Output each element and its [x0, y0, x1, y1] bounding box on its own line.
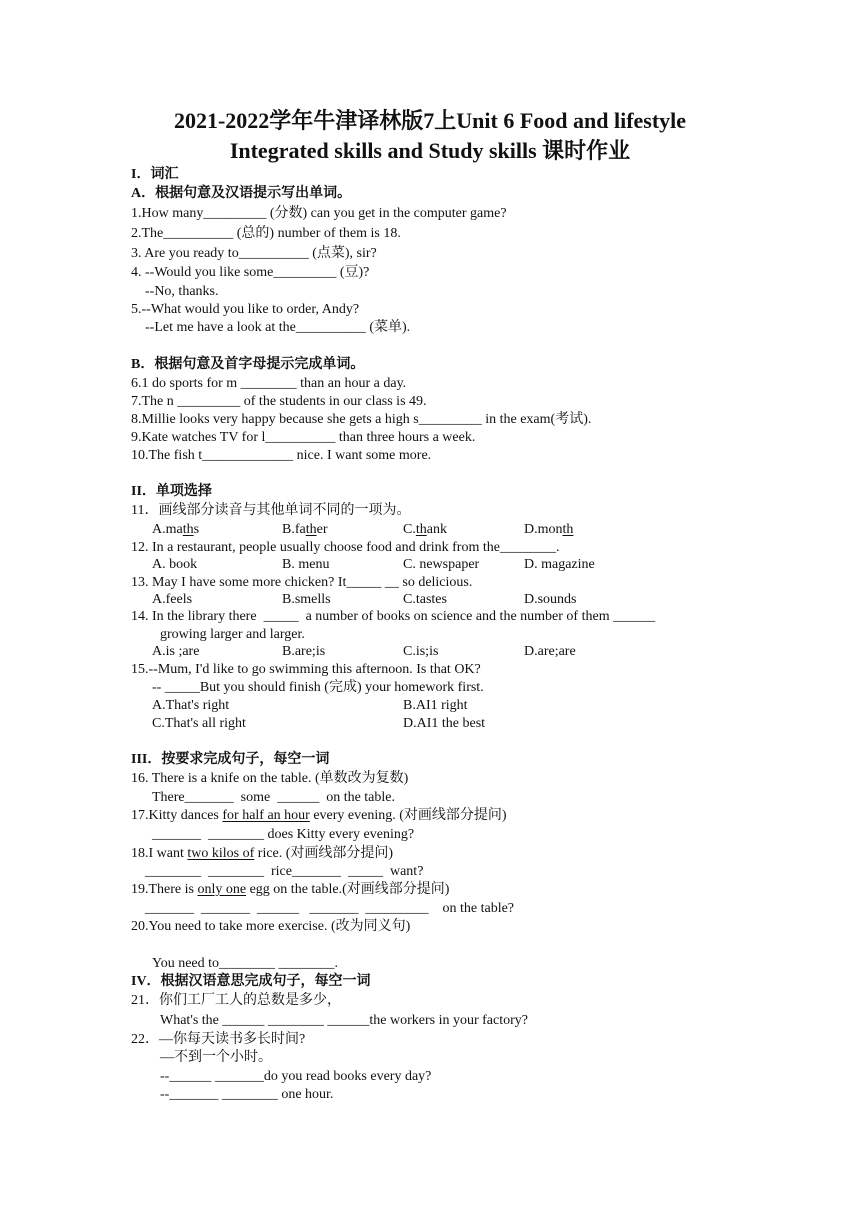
- q14-option-c: C.is;is: [403, 644, 439, 659]
- q11-option-c: C.thank: [403, 522, 447, 537]
- question-12: 12. In a restaurant, people usually choose food and drink from the________.: [131, 540, 560, 555]
- question-17-answer: _______ ________ does Kitty every evening?: [152, 827, 415, 842]
- question-5-reply: --Let me have a look at the__________ (菜单).: [145, 320, 411, 335]
- question-8: 8.Millie looks very happy because she gets a high s_________ in the exam(考试).: [131, 412, 592, 427]
- question-2: 2.The__________ (总的) number of them is 18.: [131, 226, 401, 241]
- q13-option-a: A.feels: [152, 592, 193, 607]
- question-4-reply: --No, thanks.: [145, 284, 219, 299]
- question-15-cont: -- _____But you should finish (完成) your homework first.: [152, 680, 484, 695]
- q14-option-b: B.are;is: [282, 644, 326, 659]
- q11-option-a: A.maths: [152, 522, 200, 537]
- question-16-answer: There_______ some ______ on the table.: [152, 790, 396, 805]
- section-4-heading: IV．根据汉语意思完成句子，每空一词: [131, 974, 371, 989]
- part-a-heading: A．根据句意及汉语提示写出单词。: [131, 186, 352, 201]
- question-17: 17.Kitty dances for half an hour every evening. (对画线部分提问): [131, 808, 507, 823]
- question-6: 6.1 do sports for m ________ than an hour a day.: [131, 376, 407, 391]
- question-14: 14. In the library there _____ a number of books on science and the number of them ______: [131, 609, 656, 624]
- section-1-heading: I．词汇: [131, 167, 179, 182]
- q14-option-a: A.is ;are: [152, 644, 200, 659]
- question-13: 13. May I have some more chicken? It_____ __ so delicious.: [131, 575, 473, 590]
- q13-option-c: C.tastes: [403, 592, 447, 607]
- question-20-answer: You need to________ ________.: [152, 956, 339, 971]
- q13-option-d: D.sounds: [524, 592, 577, 607]
- q11-option-b: B.father: [282, 522, 328, 537]
- question-7: 7.The n _________ of the students in our class is 49.: [131, 394, 427, 409]
- part-b-heading: B．根据句意及首字母提示完成单词。: [131, 357, 365, 372]
- question-5: 5.--What would you like to order, Andy?: [131, 302, 360, 317]
- question-19-answer: _______ _______ ______ _______ _________ on the table?: [145, 901, 515, 916]
- section-2-heading: II．单项选择: [131, 484, 212, 499]
- question-19: 19.There is only one egg on the table.(对画线部分提问): [131, 882, 450, 897]
- title-line-2: Integrated skills and Study skills 课时作业: [229, 138, 631, 163]
- q12-option-d: D. magazine: [524, 557, 595, 572]
- question-1: 1.How many_________ (分数) can you get in the computer game?: [131, 206, 507, 221]
- question-20: 20.You need to take more exercise. (改为同义句): [131, 919, 411, 934]
- q12-option-b: B. menu: [282, 557, 330, 572]
- question-15: 15.--Mum, I'd like to go swimming this afternoon. Is that OK?: [131, 662, 481, 677]
- question-22-line-4: --_______ ________ one hour.: [160, 1087, 334, 1102]
- question-22: 22．—你每天读书多长时间?: [131, 1032, 306, 1047]
- q15-option-b: B.AI1 right: [403, 698, 468, 713]
- q12-option-c: C. newspaper: [403, 557, 480, 572]
- question-4: 4. --Would you like some_________ (豆)?: [131, 265, 370, 280]
- q15-option-a: A.That's right: [152, 698, 230, 713]
- question-22-line-2: —不到一个小时。: [160, 1050, 272, 1065]
- q13-option-b: B.smells: [282, 592, 331, 607]
- question-18-answer: ________ ________ rice_______ _____ want?: [145, 864, 424, 879]
- q11-option-d: D.month: [524, 522, 574, 537]
- question-16: 16. There is a knife on the table. (单数改为复数): [131, 771, 409, 786]
- q12-option-a: A. book: [152, 557, 198, 572]
- question-3: 3. Are you ready to__________ (点菜), sir?: [131, 246, 377, 261]
- question-18: 18.I want two kilos of rice. (对画线部分提问): [131, 846, 394, 861]
- section-3-heading: III．按要求完成句子，每空一词: [131, 752, 330, 767]
- question-14-cont: growing larger and larger.: [160, 627, 305, 642]
- question-11: 11．画线部分读音与其他单词不同的一项为。: [131, 503, 411, 518]
- question-9: 9.Kate watches TV for l__________ than three hours a week.: [131, 430, 476, 445]
- q15-option-c: C.That's all right: [152, 716, 246, 731]
- question-21: 21．你们工厂工人的总数是多少，: [131, 993, 341, 1008]
- q14-option-d: D.are;are: [524, 644, 576, 659]
- title-line-1: 2021-2022学年牛津译林版7上Unit 6 Food and lifestyle: [173, 108, 687, 133]
- question-22-line-3: --______ _______do you read books every day?: [160, 1069, 432, 1084]
- q15-option-d: D.AI1 the best: [403, 716, 486, 731]
- question-10: 10.The fish t_____________ nice. I want some more.: [131, 448, 432, 463]
- question-21-answer: What's the ______ ________ ______the workers in your factory?: [160, 1013, 528, 1028]
